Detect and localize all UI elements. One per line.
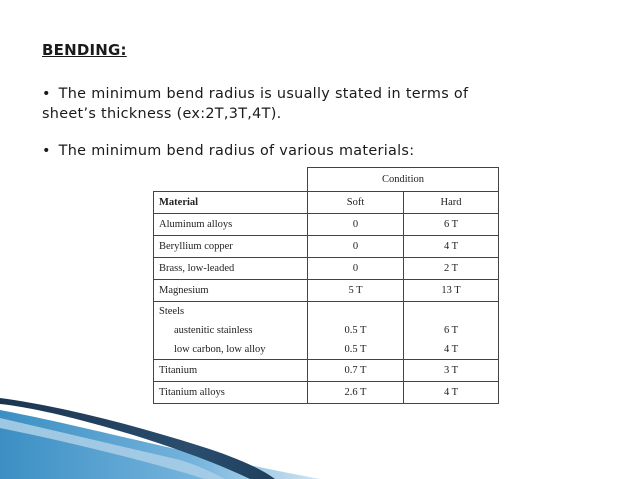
hard-cell: 4 T (404, 340, 499, 360)
hard-cell: 2 T (404, 258, 499, 280)
table-subrow (154, 321, 499, 340)
bullet-item (42, 141, 512, 161)
bullet-marker: • (42, 143, 51, 159)
soft-cell: 2.6 T (308, 382, 404, 404)
table-row (154, 258, 499, 280)
condition-header: Condition (308, 168, 499, 192)
bend-radius-table (153, 167, 499, 404)
table-row (154, 214, 499, 236)
material-cell: austenitic stainless (154, 321, 308, 340)
table-row (154, 360, 499, 382)
table-group-header-row (154, 168, 499, 192)
soft-cell: 0 (308, 236, 404, 258)
material-cell: Brass, low-leaded (154, 258, 308, 280)
column-header-soft: Soft (308, 192, 404, 214)
table-row (154, 280, 499, 302)
material-cell: low carbon, low alloy (154, 340, 308, 360)
hard-cell: 13 T (404, 280, 499, 302)
column-header-material: Material (154, 192, 308, 214)
bullet-text: The minimum bend radius of various materials: (58, 143, 415, 159)
hard-cell: 4 T (404, 236, 499, 258)
soft-cell: 5 T (308, 280, 404, 302)
bullet-item (42, 84, 512, 124)
soft-cell (308, 302, 404, 322)
material-cell: Beryllium copper (154, 236, 308, 258)
material-cell: Titanium alloys (154, 382, 308, 404)
table-header-row (154, 192, 499, 214)
soft-cell: 0 (308, 214, 404, 236)
hard-cell: 4 T (404, 382, 499, 404)
hard-cell: 6 T (404, 321, 499, 340)
soft-cell: 0.7 T (308, 360, 404, 382)
table-group-row (154, 302, 499, 322)
swoosh-blue-shape (0, 410, 320, 479)
column-header-hard: Hard (404, 192, 499, 214)
table-corner-cell (154, 168, 308, 192)
bullet-marker: • (42, 86, 51, 102)
material-cell: Aluminum alloys (154, 214, 308, 236)
decorative-swoosh (0, 380, 638, 479)
hard-cell: 3 T (404, 360, 499, 382)
soft-cell: 0.5 T (308, 321, 404, 340)
hard-cell: 6 T (404, 214, 499, 236)
soft-cell: 0 (308, 258, 404, 280)
table-row (154, 236, 499, 258)
soft-cell: 0.5 T (308, 340, 404, 360)
slide-heading: BENDING: (42, 41, 127, 59)
material-cell: Magnesium (154, 280, 308, 302)
material-group-cell: Steels (154, 302, 308, 322)
bullet-text: The minimum bend radius is usually stated in terms of sheet’s thickness (ex:2T,3T,4T). (42, 86, 469, 122)
table-subrow (154, 340, 499, 360)
material-cell: Titanium (154, 360, 308, 382)
hard-cell (404, 302, 499, 322)
